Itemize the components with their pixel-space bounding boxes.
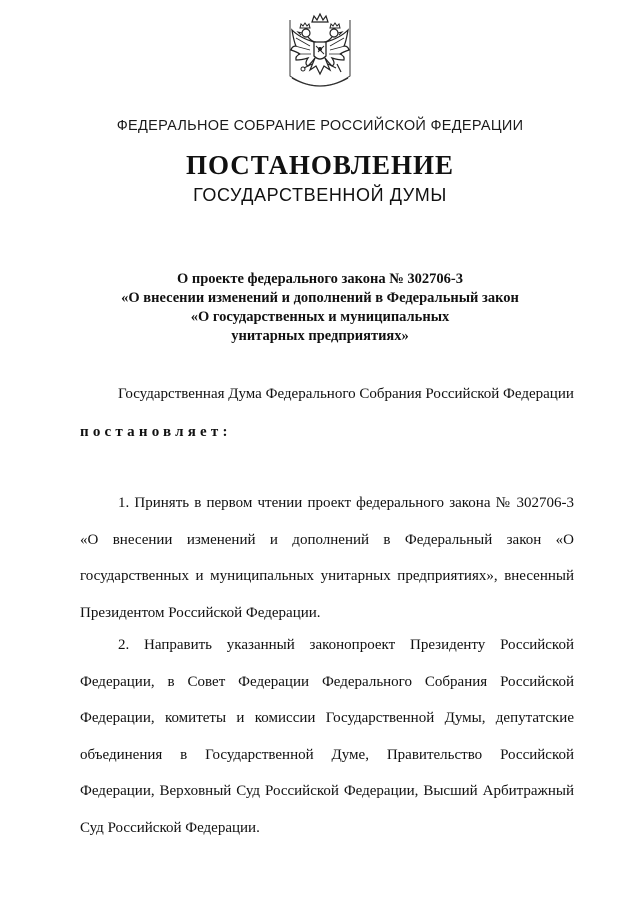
subject-line: унитарных предприятиях»	[231, 328, 409, 344]
subject-line: О проекте федерального закона № 302706-3	[176, 271, 464, 287]
document-type: ПОСТАНОВЛЕНИЕ	[185, 150, 455, 180]
paragraph-1: 1. Принять в первом чтении проект федерального закона № 302706-3 «О внесении изменений и дополнений в Федеральный закон «О государственных и муниципальных унитарных предприятиях», внесенный Президентом Российской Федерации.	[80, 495, 574, 621]
subject-line: «О внесении изменений и дополнений в Федеральный закон	[121, 290, 519, 306]
resolves-keyword: постановляет:	[80, 424, 232, 440]
document-issuer: ГОСУДАРСТВЕННОЙ ДУМЫ	[193, 185, 447, 205]
parliament-name: ФЕДЕРАЛЬНОЕ СОБРАНИЕ РОССИЙСКОЙ ФЕДЕРАЦИИ	[116, 118, 524, 134]
russian-coat-of-arms-icon	[288, 12, 352, 94]
subject-line: «О государственных и муниципальных	[190, 309, 450, 325]
paragraph-2: 2. Направить указанный законопроект Президенту Российской Федерации, в Совет Федерации Федерального Собрания Российской Федерации, комитеты и комиссии Государственной Думы, депутатские объединения в Государственной Думе, Правительство Российской Федерации, Верховный Суд Российской Федерации, Высший Арбитражный Суд Российской Федерации.	[80, 637, 574, 836]
document-subject	[0, 270, 640, 346]
preamble: Государственная Дума Федерального Собрания Российской Федерации	[118, 386, 574, 402]
